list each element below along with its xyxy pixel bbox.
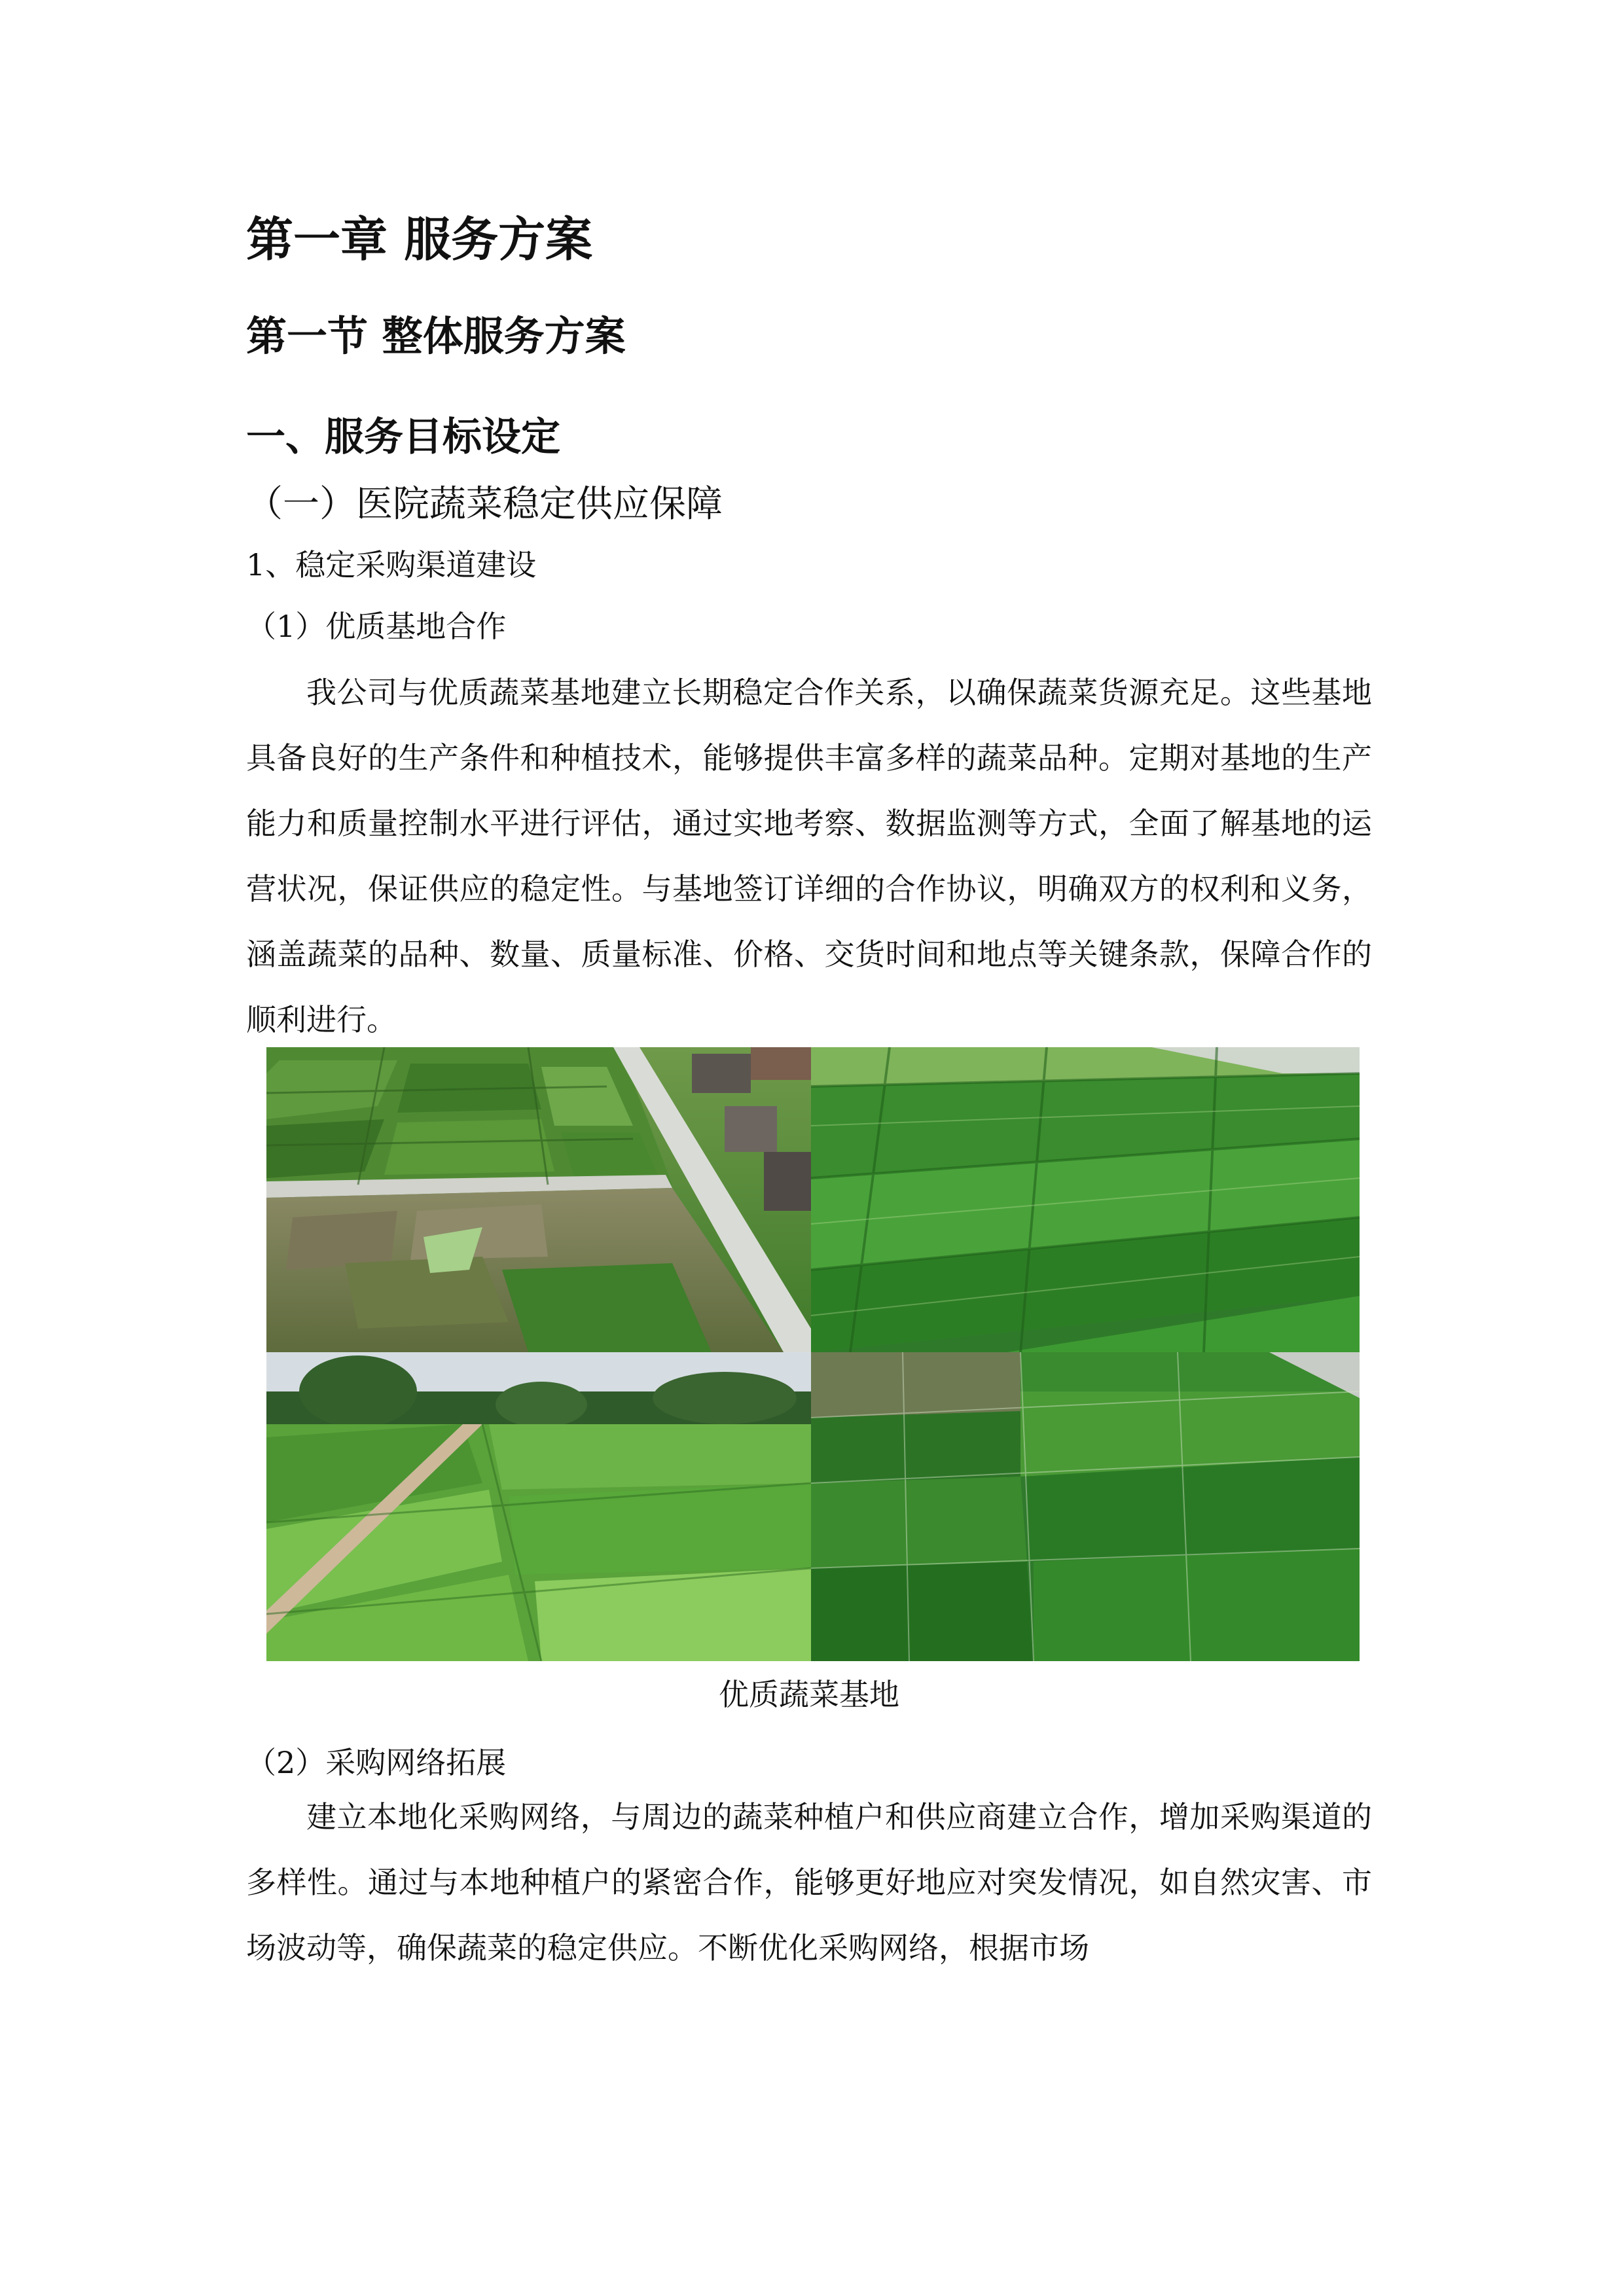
heading-supply-guarantee: （一）医院蔬菜稳定供应保障 — [246, 483, 723, 526]
chapter-title: 第一章 服务方案 — [246, 212, 593, 267]
field-photo-bottom-right — [811, 1352, 1360, 1661]
field-photo-bottom-left — [266, 1352, 811, 1661]
subheading-network-expansion: （2）采购网络拓展 — [246, 1745, 507, 1780]
heading-procurement-channels: 1、稳定采购渠道建设 — [246, 547, 537, 583]
field-photo-top-left — [266, 1047, 811, 1352]
vegetable-base-photo-collage — [266, 1047, 1360, 1661]
section-title: 第一节 整体服务方案 — [246, 312, 626, 360]
paragraph-base-cooperation: 我公司与优质蔬菜基地建立长期稳定合作关系，以确保蔬菜货源充足。这些基地具备良好的生产条件和种植技术，能够提供丰富多样的蔬菜品种。定期对基地的生产能力和质量控制水平进行评估，通过实地考察、数据监测等方式，全面了解基地的运营状况，保证供应的稳定性。与基地签订详细的合作协议，明确双方的权利和义务，涵盖蔬菜的品种、数量、质量标准、价格、交货时间和地点等关键条款，保障合作的顺利进行。 — [246, 675, 1372, 1037]
field-photo-top-right — [811, 1047, 1360, 1352]
heading-service-goals: 一、服务目标设定 — [246, 414, 560, 460]
figure-caption: 优质蔬菜基地 — [719, 1677, 899, 1712]
paragraph-network-expansion: 建立本地化采购网络，与周边的蔬菜种植户和供应商建立合作，增加采购渠道的多样性。通过与本地种植户的紧密合作，能够更好地应对突发情况，如自然灾害、市场波动等，确保蔬菜的稳定供应。不断优化采购网络，根据市场 — [246, 1799, 1372, 1965]
subheading-base-cooperation: （1）优质基地合作 — [246, 609, 507, 644]
